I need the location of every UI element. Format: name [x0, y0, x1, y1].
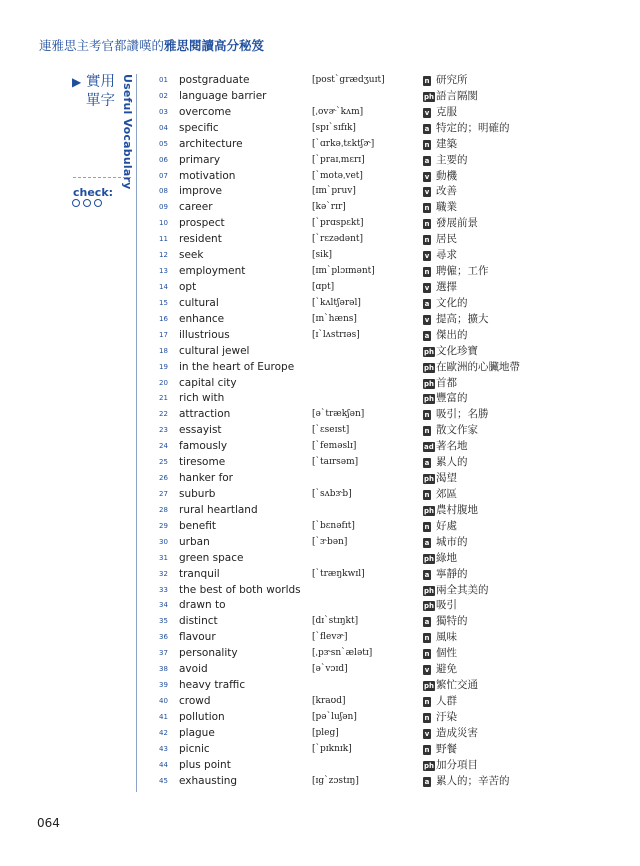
vocab-number: 03 — [159, 107, 168, 116]
vocab-pronunciation: [spɪ`sɪfɪk] — [312, 122, 356, 133]
vocab-row — [157, 360, 557, 376]
vocab-meaning: 累人的 — [436, 456, 468, 469]
vocab-meaning: 主要的 — [436, 153, 468, 166]
part-of-speech-badge: v — [424, 315, 430, 324]
vocab-word: green space — [179, 551, 244, 564]
vocab-row — [157, 376, 557, 392]
part-of-speech-badge: a — [424, 538, 430, 547]
section-heading — [72, 73, 118, 111]
vocab-pronunciation: [ɪm`pruv] — [312, 186, 356, 197]
vocab-word: primary — [179, 153, 221, 166]
vocab-pronunciation: [`pɪknɪk] — [312, 743, 352, 754]
vocab-pronunciation: [ə`trækʃən] — [312, 409, 365, 420]
vocab-word: tranquil — [179, 567, 220, 580]
vocab-word: language barrier — [179, 89, 267, 102]
vocab-row — [157, 710, 557, 726]
part-of-speech-badge: n — [424, 650, 430, 659]
vocab-number: 04 — [159, 123, 168, 132]
part-of-speech-badge: ph — [424, 586, 434, 595]
vocab-meaning: 獨特的 — [436, 615, 468, 628]
part-of-speech-badge: ph — [424, 475, 434, 484]
vocab-meaning: 人群 — [436, 694, 457, 707]
part-of-speech-badge: v — [424, 666, 430, 675]
vocab-word: personality — [179, 647, 238, 660]
section-heading-line2: 單字 — [86, 93, 115, 109]
part-of-speech-badge: a — [424, 570, 430, 579]
vocab-row — [157, 105, 557, 121]
vocab-word: motivation — [179, 169, 236, 182]
vocab-meaning: 職業 — [436, 201, 457, 214]
vocab-row — [157, 73, 557, 89]
vocab-number: 26 — [159, 474, 168, 483]
vocab-pronunciation: [ɪ`lʌstrɪəs] — [312, 329, 360, 340]
part-of-speech-badge: ph — [424, 347, 434, 356]
vocab-row — [157, 678, 557, 694]
vocab-number: 11 — [159, 235, 168, 244]
vocab-number: 19 — [159, 362, 168, 371]
vocab-word: cultural jewel — [179, 344, 250, 357]
part-of-speech-badge: a — [424, 618, 430, 627]
vocab-row — [157, 296, 557, 312]
part-of-speech-badge: v — [424, 283, 430, 292]
part-of-speech-badge: v — [424, 729, 430, 738]
vocab-number: 12 — [159, 251, 168, 260]
vocab-pronunciation: [`praɪˌmɛrɪ] — [312, 154, 365, 165]
vocab-row — [157, 328, 557, 344]
vocab-meaning: 豐富的 — [436, 392, 468, 405]
vocab-pronunciation: [ˌovɚ`kʌm] — [312, 106, 364, 117]
vocab-number: 44 — [159, 760, 168, 769]
vocab-meaning: 農村腹地 — [436, 503, 478, 516]
vocab-meaning: 提高；擴大 — [436, 312, 489, 325]
vocab-word: tiresome — [179, 456, 226, 469]
vocab-word: famously — [179, 440, 228, 453]
vocab-row — [157, 614, 557, 630]
vocab-number: 36 — [159, 633, 168, 642]
vocab-pronunciation: [ɪg`zɔstɪŋ] — [312, 775, 359, 786]
triangle-arrow-icon: ▶ — [72, 75, 82, 89]
vocab-meaning: 克服 — [436, 105, 457, 118]
vocab-number: 30 — [159, 537, 168, 546]
vocab-pronunciation: [`motəˌvet] — [312, 170, 363, 181]
part-of-speech-badge: n — [424, 77, 430, 85]
vocab-word: resident — [179, 233, 222, 246]
vocab-number: 29 — [159, 521, 168, 530]
vocab-row — [157, 758, 557, 774]
vocab-meaning: 綠地 — [436, 551, 457, 564]
part-of-speech-badge: ad — [424, 443, 434, 452]
vocab-meaning: 個性 — [436, 647, 457, 660]
vocab-meaning: 累人的；辛苦的 — [436, 774, 510, 787]
vocab-pronunciation: [ˌpɝsn`ælətɪ] — [312, 648, 373, 659]
check-circles — [72, 199, 102, 207]
part-of-speech-badge: n — [424, 268, 430, 277]
vocab-row — [157, 89, 557, 105]
vocab-row — [157, 153, 557, 169]
part-of-speech-badge: n — [424, 713, 430, 722]
part-of-speech-badge: a — [424, 156, 430, 165]
vocab-pronunciation: [pleg] — [312, 727, 339, 738]
part-of-speech-badge: ph — [424, 602, 434, 611]
vocab-word: specific — [179, 121, 219, 134]
vocab-row — [157, 503, 557, 519]
vocab-word: rural heartland — [179, 503, 258, 516]
vocab-number: 22 — [159, 410, 168, 419]
vocab-number: 20 — [159, 378, 168, 387]
vocab-word: essayist — [179, 424, 222, 437]
vocab-number: 41 — [159, 712, 168, 721]
vocab-word: postgraduate — [179, 74, 250, 86]
vocab-number: 10 — [159, 219, 168, 228]
vocab-pronunciation: [`rɛzədənt] — [312, 234, 364, 245]
vocab-pronunciation: [`ɑrkəˌtɛktʃɚ] — [312, 138, 375, 149]
vocab-word: overcome — [179, 105, 232, 118]
vocab-word: drawn to — [179, 599, 226, 612]
vocab-pronunciation: [`kʌltʃərəl] — [312, 297, 361, 308]
part-of-speech-badge: ph — [424, 761, 434, 770]
vocab-number: 01 — [159, 76, 168, 84]
vocab-row — [157, 487, 557, 503]
part-of-speech-badge: n — [424, 490, 430, 499]
vocab-number: 28 — [159, 505, 168, 514]
vocab-pronunciation: [`træŋkwɪl] — [312, 568, 365, 579]
vocab-word: flavour — [179, 631, 216, 644]
vocab-number: 05 — [159, 139, 168, 148]
vocab-word: benefit — [179, 519, 216, 532]
vocab-word: enhance — [179, 312, 225, 325]
vocab-word: plus point — [179, 758, 231, 771]
part-of-speech-badge: n — [424, 634, 430, 643]
vocab-meaning: 建築 — [436, 137, 457, 150]
vocab-word: exhausting — [179, 774, 238, 787]
dashed-separator — [73, 177, 131, 178]
vocab-row — [157, 471, 557, 487]
vocab-meaning: 傑出的 — [436, 328, 468, 341]
vocab-meaning: 好處 — [436, 519, 457, 532]
part-of-speech-badge: n — [424, 427, 430, 436]
vocab-number: 23 — [159, 426, 168, 435]
part-of-speech-badge: n — [424, 411, 430, 420]
part-of-speech-badge: ph — [424, 554, 434, 563]
vocab-row — [157, 200, 557, 216]
vertical-divider — [136, 74, 137, 792]
vocab-pronunciation: [`flevɚ] — [312, 632, 348, 643]
part-of-speech-badge: n — [424, 745, 430, 754]
part-of-speech-badge: ph — [424, 506, 434, 515]
part-of-speech-badge: n — [424, 220, 430, 229]
vocab-number: 16 — [159, 314, 168, 323]
vocabulary-list — [157, 73, 557, 789]
vocab-number: 43 — [159, 744, 168, 753]
vocab-number: 39 — [159, 681, 168, 690]
vocab-number: 45 — [159, 776, 168, 785]
vocab-pronunciation: [ɪn`hæns] — [312, 313, 357, 324]
check-circle[interactable] — [72, 199, 80, 207]
vocab-row — [157, 455, 557, 471]
vocab-pronunciation: [pə`luʃən] — [312, 711, 357, 722]
vocab-row — [157, 216, 557, 232]
part-of-speech-badge: ph — [424, 379, 434, 388]
vocab-meaning: 選擇 — [436, 280, 457, 293]
vocab-word: heavy traffic — [179, 679, 246, 692]
part-of-speech-badge: n — [424, 140, 430, 149]
vocab-row — [157, 121, 557, 137]
vocab-number: 40 — [159, 696, 168, 705]
vocab-row — [157, 423, 557, 439]
vocab-row — [157, 248, 557, 264]
part-of-speech-badge: v — [424, 172, 430, 181]
vocab-pronunciation: [`prɑspɛkt] — [312, 218, 364, 229]
vocab-meaning: 居民 — [436, 233, 457, 246]
vocab-number: 38 — [159, 665, 168, 674]
vocab-number: 06 — [159, 155, 168, 164]
vocab-number: 33 — [159, 585, 168, 594]
part-of-speech-badge: a — [424, 299, 430, 308]
vocab-word: rich with — [179, 392, 225, 405]
vocab-row — [157, 598, 557, 614]
vocab-meaning: 著名地 — [436, 440, 468, 453]
vocab-word: pollution — [179, 710, 225, 723]
part-of-speech-badge: n — [424, 204, 430, 213]
vocab-word: illustrious — [179, 328, 230, 341]
vocab-pronunciation: [post`grædʒuɪt] — [312, 75, 385, 85]
vocab-meaning: 汙染 — [436, 710, 457, 723]
vocab-meaning: 野餐 — [436, 742, 457, 755]
vocab-number: 25 — [159, 458, 168, 467]
header-title-prefix: 連雅思主考官都讚嘆的 — [39, 38, 165, 53]
vocab-number: 18 — [159, 346, 168, 355]
part-of-speech-badge: a — [424, 777, 430, 786]
vocab-pronunciation: [`taɪrsəm] — [312, 457, 359, 468]
vocab-number: 07 — [159, 171, 168, 180]
part-of-speech-badge: n — [424, 522, 430, 531]
vocab-number: 31 — [159, 553, 168, 562]
vocab-row — [157, 583, 557, 599]
vocab-pronunciation: [ə`vɔɪd] — [312, 664, 348, 675]
part-of-speech-badge: a — [424, 459, 430, 468]
vocab-row — [157, 264, 557, 280]
vocab-number: 24 — [159, 442, 168, 451]
vocab-word: employment — [179, 265, 246, 278]
vocab-pronunciation: [`ɛseɪst] — [312, 425, 350, 436]
vocab-word: distinct — [179, 615, 218, 628]
vocab-word: hanker for — [179, 472, 234, 485]
vocab-number: 34 — [159, 601, 168, 610]
part-of-speech-badge: v — [424, 108, 430, 117]
vocab-row — [157, 232, 557, 248]
vocab-row — [157, 407, 557, 423]
vocab-meaning: 城市的 — [436, 535, 468, 548]
vocab-meaning: 在歐洲的心臟地帶 — [436, 360, 520, 373]
check-circle[interactable] — [83, 199, 91, 207]
vocab-meaning: 風味 — [436, 631, 457, 644]
vocab-word: prospect — [179, 217, 225, 230]
vocab-meaning: 兩全其美的 — [436, 583, 489, 596]
vocab-number: 37 — [159, 649, 168, 658]
vocab-row — [157, 774, 557, 790]
vocab-meaning: 吸引；名勝 — [436, 408, 489, 421]
vocab-number: 32 — [159, 569, 168, 578]
part-of-speech-badge: v — [424, 188, 430, 197]
vocab-pronunciation: [ɪm`plɔɪmənt] — [312, 266, 375, 277]
vocab-number: 27 — [159, 489, 168, 498]
vocab-pronunciation: [ɑpt] — [312, 281, 335, 292]
vocab-meaning: 改善 — [436, 185, 457, 198]
vocab-meaning: 文化珍寶 — [436, 344, 478, 357]
part-of-speech-badge: ph — [424, 682, 434, 691]
vocab-word: suburb — [179, 487, 216, 500]
vocab-word: career — [179, 201, 213, 214]
part-of-speech-badge: ph — [424, 363, 434, 372]
vocab-row — [157, 742, 557, 758]
vocab-word: capital city — [179, 376, 237, 389]
part-of-speech-badge: ph — [424, 395, 434, 404]
vocab-number: 15 — [159, 298, 168, 307]
vocab-row — [157, 646, 557, 662]
vocab-meaning: 渴望 — [436, 472, 457, 485]
vocab-row — [157, 137, 557, 153]
vocab-word: seek — [179, 249, 204, 262]
vocab-meaning: 研究所 — [436, 74, 468, 86]
vocab-meaning: 寧靜的 — [436, 567, 468, 580]
vocab-number: 14 — [159, 282, 168, 291]
vocab-meaning: 吸引 — [436, 599, 457, 612]
vocab-word: cultural — [179, 296, 219, 309]
vocab-meaning: 繁忙交通 — [436, 679, 478, 692]
vocab-word: plague — [179, 726, 215, 739]
vocab-meaning: 發展前景 — [436, 217, 478, 230]
vocab-row — [157, 630, 557, 646]
vocab-word: attraction — [179, 408, 231, 421]
part-of-speech-badge: n — [424, 236, 430, 245]
part-of-speech-badge: ph — [424, 92, 434, 101]
vocab-row — [157, 535, 557, 551]
vocab-meaning: 聘僱；工作 — [436, 265, 489, 278]
vocab-row — [157, 567, 557, 583]
vocab-word: urban — [179, 535, 210, 548]
vocab-row — [157, 694, 557, 710]
vocab-number: 35 — [159, 617, 168, 626]
vocab-pronunciation: [sik] — [312, 250, 332, 261]
check-label: check: — [73, 186, 114, 199]
header-title-bold: 雅思閱讀高分秘笈 — [164, 38, 265, 53]
section-heading-line1: 實用 — [86, 74, 115, 90]
vocab-row — [157, 344, 557, 360]
vocab-row — [157, 391, 557, 407]
vocab-row — [157, 439, 557, 455]
vocab-pronunciation: [`feməslɪ] — [312, 441, 357, 452]
vocab-pronunciation: [`bɛnəfɪt] — [312, 520, 355, 531]
vocab-number: 08 — [159, 187, 168, 196]
vocab-number: 21 — [159, 394, 168, 403]
vocab-word: picnic — [179, 742, 210, 755]
vocab-number: 02 — [159, 91, 168, 100]
vocab-word: avoid — [179, 663, 208, 676]
part-of-speech-badge: v — [424, 252, 430, 261]
vocab-word: architecture — [179, 137, 243, 150]
vocab-meaning: 散文作家 — [436, 424, 478, 437]
vocab-meaning: 特定的；明確的 — [436, 121, 510, 134]
vocab-number: 17 — [159, 330, 168, 339]
vocab-meaning: 郊區 — [436, 487, 457, 500]
vocab-row — [157, 519, 557, 535]
vocab-pronunciation: [kə`rɪr] — [312, 202, 346, 213]
vocab-meaning: 語言隔閡 — [436, 89, 478, 102]
vocab-pronunciation: [kraʊd] — [312, 695, 346, 706]
useful-vocabulary-label: Useful Vocabulary — [121, 74, 134, 190]
vocab-row — [157, 184, 557, 200]
vocab-row — [157, 726, 557, 742]
vocab-row — [157, 280, 557, 296]
vocab-meaning: 文化的 — [436, 296, 468, 309]
vocab-meaning: 避免 — [436, 663, 457, 676]
vocab-row — [157, 551, 557, 567]
vocab-row — [157, 169, 557, 185]
header-title — [39, 36, 264, 54]
vocab-word: improve — [179, 185, 222, 198]
vocab-word: the best of both worlds — [179, 583, 301, 596]
vocab-number: 42 — [159, 728, 168, 737]
vocab-pronunciation: [dɪ`stɪŋkt] — [312, 616, 359, 627]
part-of-speech-badge: a — [424, 124, 430, 133]
vocab-word: in the heart of Europe — [179, 360, 295, 373]
vocab-number: 09 — [159, 203, 168, 212]
vocab-meaning: 造成災害 — [436, 726, 478, 739]
vocab-meaning: 尋求 — [436, 249, 457, 262]
check-circle[interactable] — [94, 199, 102, 207]
vocab-row — [157, 662, 557, 678]
vocab-word: crowd — [179, 694, 211, 707]
vocab-row — [157, 312, 557, 328]
vocab-pronunciation: [`sʌbɝb] — [312, 488, 352, 499]
vocab-meaning: 動機 — [436, 169, 457, 182]
vocab-pronunciation: [`ɝbən] — [312, 536, 348, 547]
vocab-number: 13 — [159, 267, 168, 276]
page-number: 064 — [37, 816, 60, 830]
vocab-meaning: 加分項目 — [436, 758, 478, 771]
vocab-word: opt — [179, 280, 197, 293]
vocab-meaning: 首都 — [436, 376, 457, 389]
part-of-speech-badge: n — [424, 697, 430, 706]
part-of-speech-badge: a — [424, 331, 430, 340]
